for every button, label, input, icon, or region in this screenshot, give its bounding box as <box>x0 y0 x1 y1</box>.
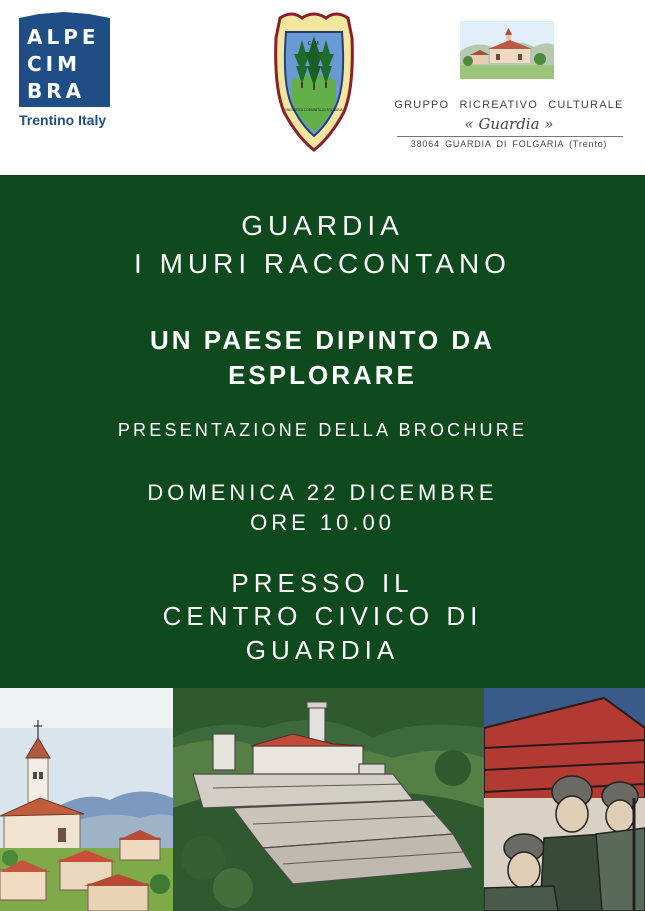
shield-motto: MAGNIFICA COMUNITÀ DI FOLGARIA <box>285 108 343 112</box>
event-text-block <box>0 176 645 688</box>
presentation-line: PRESENTAZIONE DELLA BROCHURE <box>117 420 528 440</box>
grc-divider <box>397 136 623 137</box>
place-line-2: CENTRO CIVICO DI <box>162 601 483 631</box>
title-line-1: GUARDIA <box>241 210 404 241</box>
church-village-painting <box>0 688 173 911</box>
date-line: DOMENICA 22 DICEMBRE <box>147 480 498 505</box>
grc-guardia-script: « Guardia » <box>464 115 554 133</box>
title-line-2: I MURI RACCONTANO <box>134 248 511 279</box>
subtitle-line-2: ESPLORARE <box>228 360 417 390</box>
soldiers-mural-painting <box>484 688 645 911</box>
cimbra-word-part1: CIM <box>27 52 82 76</box>
alpe-cimbra-logo <box>19 12 110 107</box>
logo-header <box>0 0 645 176</box>
subtitle-line-1: UN PAESE DIPINTO DA <box>150 325 495 355</box>
shield-mark: C. M. <box>307 41 321 47</box>
castle-hill-painting <box>173 688 484 911</box>
time-line: ORE 10.00 <box>250 510 395 535</box>
church-landscape-picture <box>460 21 554 79</box>
place-line-1: PRESSO IL <box>231 568 414 598</box>
alpe-word: ALPE <box>27 25 100 49</box>
mural-photo-strip <box>0 688 645 911</box>
grc-address: 38064 GUARDIA DI FOLGARIA (Trento) <box>410 139 608 149</box>
folgaria-shield-emblem <box>272 10 356 152</box>
place-line-3: GUARDIA <box>245 635 400 665</box>
trentino-italy-tagline: Trentino Italy <box>19 112 107 128</box>
grc-group-name: GRUPPO RICREATIVO CULTURALE <box>394 99 624 111</box>
cimbra-word-part2: BRA <box>27 79 86 103</box>
